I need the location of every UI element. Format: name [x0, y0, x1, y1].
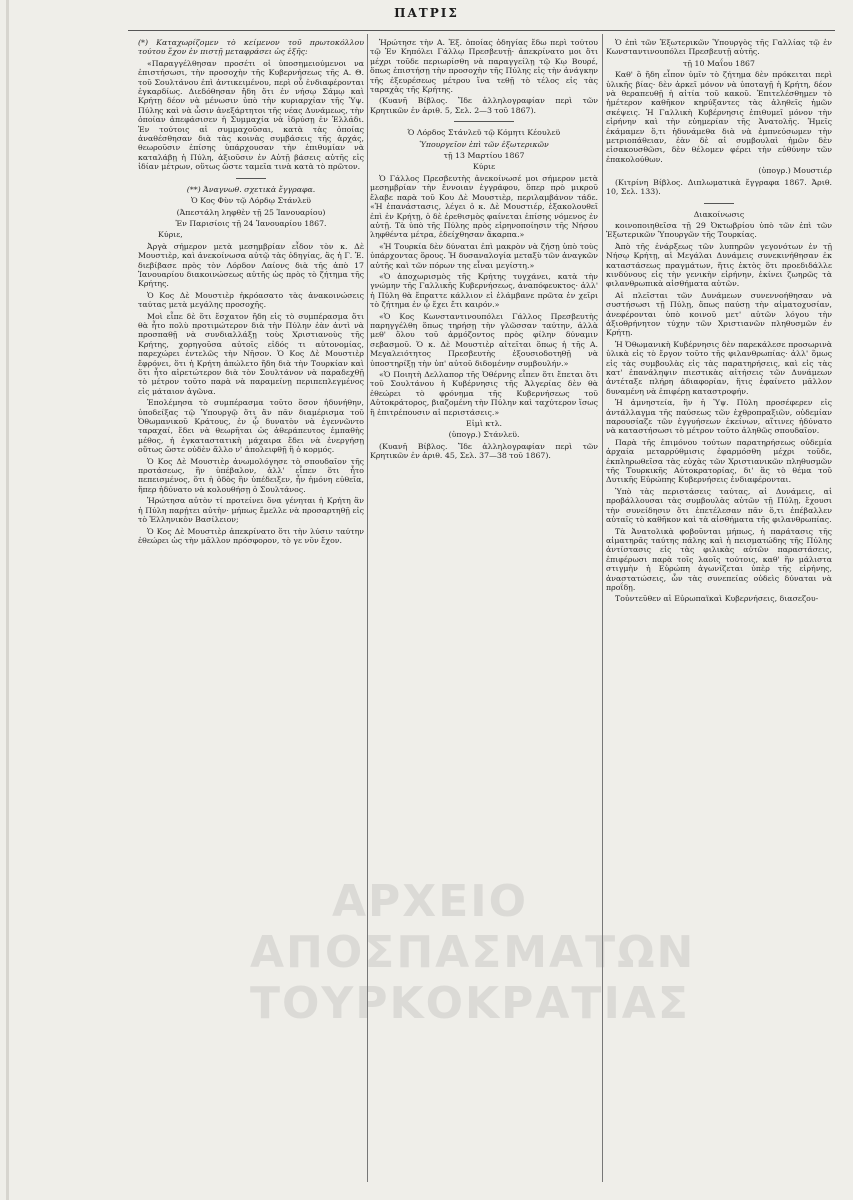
footnote-2-title: (**) Ἀναγνωθ. σχετικὰ ἔγγραφα. — [186, 184, 316, 194]
paragraph: Ἀπὸ τῆς ἐνάρξεως τῶν λυπηρῶν γεγονότων ἐν τῇ Νήσῳ Κρήτῃ, αἱ Μεγάλαι Δυνάμεις συνεκινήθησαν ἐκ καταστάσεως πραγμάτων, ἥτις ἐκτὸς ὅτι προεδιδάλλε κινδύνους εἰς τὴν γενικὴν εἰρήνην, ἐκίνει ζωηρῶς τὰ φιλανθρωπικὰ αἰσθήματα αὐτῶν. — [606, 241, 832, 289]
paragraph: Ὁ Κος Δὲ Μουστιὲρ ἀνωμολόγησε τὸ σπουδαῖον τῆς προτάσεως, ἣν ὑπέβαλον, ἀλλ' εἶπεν ὅτι ἦτο πεπεισμένος, ὅτι ἡ ὁδὸς ἣν ὑπέδειξεν, ἦν ἡμόνη εὐθεῖα, ἥπερ ἠδύνατο νὰ κολουθήσῃ ὁ Σουλτάνος. — [138, 456, 364, 494]
signature: (ὑπογρ.) Μουστιέρ — [758, 166, 832, 176]
paragraph: «Ὁ ἀποχωρισμὸς τῆς Κρήτης τυγχάνει, κατὰ τὴν γνώμην τῆς Γαλλικῆς Κυβερνήσεως, ἀναπόφευκτος· ἀλλ' ἡ Πύλη θὰ ἔπραττε κάλλιον εἰ ἐλάμβανε πρῶτα ἐν χεῖρι τὸ ζήτημα ἐν ᾧ ἔχει ἔτι καιρόν.» — [370, 271, 598, 310]
section-subheading: κοινοποιηθεῖσα τῇ 29 Ὀκτωβρίου ὑπὸ τῶν ἐπὶ τῶν Ἐξωτερικῶν Ὑπουργῶν τῆς Τουρκίας. — [606, 220, 832, 240]
reference: (Κυανῆ Βίβλος. Ἴδε ἀλληλογραφίαν περὶ τῶν Κρητικῶν ἐν ἀριθ. 45, Σελ. 37—38 τοῦ 1867). — [370, 441, 598, 461]
paragraph: Καθ' ὃ ἤδη εἶπον ὑμῖν τὸ ζήτημα δὲν πρόκειται περὶ ὑλικῆς βίας· δὲν ἀρκεῖ μόνον νὰ ὑποταγῇ ἡ Κρήτη, δέον νὰ θεραπευθῇ ἡ αἰτία τοῦ κακοῦ. Ἐπιτελέσθημεν τὸ ἡμέτερον καθῆκον κηρύξαντες τὰς ἀληθεῖς ἡμῶν σκέψεις. Ἡ Γαλλικὴ Κυβέρνησις ἐπιθυμεῖ μόνον τὴν εἰρήνην καὶ τὴν εὐημερίαν τῆς Ἀνατολῆς. Ἡμεῖς ἐκάμαμεν ὅ,τι ἠδυνάμεθα διὰ νὰ ἐμπνεύσωμεν τὴν μετριοπάθειαν, ἐὰν δὲ αἱ συμβουλαὶ ἡμῶν δὲν εἰσακουσθῶσι, δὲν θέλομεν φέρει τὴν εὐθύνην τῶν ἐπακολούθων. — [606, 70, 832, 164]
paragraph: Ὁ Κος Δὲ Μουστιὲρ ἠκρόασατο τὰς ἀνακοινώσεις ταύτας μετὰ μεγάλης προσοχῆς. — [138, 290, 364, 310]
paragraph: Ὑπὸ τὰς περιστάσεις ταύτας, αἱ Δυνάμεις, αἱ προβάλλουσαι τὰς συμβουλὰς αὐτῶν τῇ Πύλῃ, ἔχουσι τὴν συνείδησιν ὅτι ἐπετέλεσαν πᾶν ὅ,τι ἐπέβαλλεν αὐταῖς τὸ καθῆκον καὶ τὰ αἰσθήματα τῆς φιλανθρωπίας. — [606, 486, 832, 525]
paragraph: Ἡ Ὀθωμανικὴ Κυβέρνησις δὲν παρεκάλεσε προσωρινὰ ὑλικὰ εἰς τὸ ἔργον τοῦτο τῆς φιλανθρωπίας· ἀλλ' ὅμως εἰς τὰς συμβουλὰς εἰς τὰς παρατηρήσεις, καὶ εἰς τὰς κατ' ἐπανάληψιν πιεστικὰς αἰτήσεις τῶν Δυνάμεων ἀντέταξε πλήρη ἀδιαφορίαν, ἥτις ἐφαίνετο μᾶλλον δυναμένη νὰ ἐπιφέρῃ καταστροφήν. — [606, 339, 832, 396]
paragraph: Ἀργὰ σήμερον μετὰ μεσημβρίαν εἶδον τὸν κ. Δὲ Μουστιὲρ, καὶ ἀνεκοίνωσα αὐτῷ τὰς ὁδηγίας, ἃς ἡ Γ. Ἐ. διεβίβασε πρὸς τὸν Λόρδον Λαίονς διὰ τῆς ἀπὸ 17 Ἰανουαρίου διακοινώσεως αὐτῆς ὡς πρὸς τὸ ζήτημα τῆς Κρήτης. — [138, 241, 364, 289]
column-2 — [370, 38, 598, 1188]
salutation: Κύριε — [472, 162, 496, 172]
paragraph: Ὁ ἐπὶ τῶν Ἐξωτερικῶν Ὑπουργὸς τῆς Γαλλίας τῷ ἐν Κωνσταντινουπόλει Πρεσβευτῇ αὐτῆς. — [606, 38, 832, 57]
paragraph: Τὰ Ἀνατολικὰ φοβοῦνται μήπως, ἡ παράτασις τῆς αἱματηρᾶς ταύτης πάλης καὶ ἡ πεισματώδης τῆς Πύλης ἀντίστασις εἰς τὰς φιλικὰς αὐτῶν παραστάσεις, ἐπιφέρωσι παρὰ τοῖς λαοῖς τούτοις, καθ' ἣν μάλιστα στιγμὴν ἡ Εὐρώπη ἀγωνίζεται ὑπὲρ τῆς εἰρήνης, ἀναστατώσεις, ὧν τὰς συνεπείας οὐδεὶς δύναται νὰ προΐδῃ. — [606, 526, 832, 592]
paragraph: Ἡ ἀμνηστεία, ἣν ἡ Ὑψ. Πύλη προσέφερεν εἰς ἀντάλλαγμα τῆς παύσεως τῶν ἐχθροπραξιῶν, οὐδεμίαν παρουσίαζε τῶν ἐγγυήσεων ἐκείνων, αἵτινες ἠδύνατο νὰ καταστήσωσι τὸ μέτρον τοῦτο ἀληθῶς σπουδαῖον. — [606, 398, 832, 436]
header-rule — [128, 30, 835, 31]
paragraph: Ἠρώτησε τὴν Α. Ἐξ. ὁποίας ὁδηγίας ἔδω περὶ τούτου τῷ Ἐν Κηπόλει Γάλλῳ Πρεσβευτῇ· ἀπεκρίνατο μοι ὅτι μέχρι τοῦδε περιωρίσθη νὰ παραγγείλῃ τῷ Κῳ Βουρέ, ὅπως ἐπιστήσῃ τὴν προσοχὴν τῆς Πύλης εἰς τὴν ἀνάγκην τῆς ἐξευρέσεως μέτρου ἵνα τεθῇ τὸ τέλος εἰς τὰς ταραχὰς τῆς Κρήτης. — [370, 38, 598, 95]
watermark: ΑΡΧΕΙΟ ΑΠΟΣΠΑΣΜΑΤΩΝ ΤΟΥΡΚΟΚΡΑΤΙΑΣ — [250, 876, 696, 1029]
letter-from: Ὁ Λόρδος Στάνλεϋ τῷ Κόμητι Κέουλεϋ — [407, 128, 561, 138]
letter-from: Ὁ Κος Φὺν τῷ Λόρδῳ Στάνλεϋ — [190, 196, 312, 206]
reference: (Κυανῆ Βίβλος. Ἴδε ἀλληλογραφίαν περὶ τῶν Κρητικῶν ἐν ἀριθ. 5, Σελ. 2—3 τοῦ 1867). — [370, 96, 598, 115]
separator — [236, 178, 266, 179]
paragraph: Ὁ Γάλλος Πρεσβευτὴς ἀνεκοίνωσέ μοι σήμερον μετὰ μεσημβρίαν τὴν ἔννοιαν ἐγγράφου, ὅπερ πρὸ μικροῦ ἔλαβε παρὰ τοῦ Κου Δὲ Μουστιὲρ, περιλαμβάνον τάδε. «Ἡ ἐπανάστασις, λέγει ὁ κ. Δὲ Μουστιέρ, ἐξακολουθεῖ ἐπὶ ἐν Κρήτῃ, ὁ δὲ ἐρεθισμὸς φαίνεται ἐπίσης νόμενος ἐν αὐτῇ. Τὰ ὑπὸ τῆς Πύλης πρὸς εἰρηνοποίησιν τῆς Νήσου ληφθέντα μέτρα, ἐδείχθησαν ἄκαρπα.» — [370, 173, 598, 240]
letter-received: (Ἀπεστάλη ληφθὲν τῇ 25 Ἰανουαρίου) — [176, 207, 326, 217]
paragraph: Ἐπολέμησα τὸ συμπέρασμα τοῦτο ὅσον ἠδυνήθην, ὑποδείξας τῷ Ὑπουργῷ ὅτι ἂν πᾶν διαμέρισμα τοῦ Ὀθωμανικοῦ Κράτους, ἐν ᾧ δυνατὸν νὰ ἐγεννῶντο ταραχαί, ἔδει νὰ θεωρῆται ὡς ἀθεράπευτος ἐμπαθὴς μέθος, ἡ ἐγκαταστατικὴ μάχαιρα ἔδει νὰ ἐνεργήσῃ οὕτως ὥστε οὐδὲν ἄλλο ν' ἀπολειφθῇ ἢ ὁ κορμός. — [138, 398, 364, 455]
separator — [454, 121, 514, 122]
newspaper-title: ΠΑΤΡΙΣ — [394, 6, 459, 20]
paragraph: «Ἡ Τουρκία δὲν δύναται ἐπὶ μακρὸν νὰ ζήσῃ ὑπὸ τοὺς ὑπάρχοντας ὅρους. Ἡ δυσαναλογία μεταξὺ τῶν ἀναγκῶν αὐτῆς καὶ τῶν πόρων της εἶναι μεγίστη.» — [370, 241, 598, 270]
letter-date: τῇ 10 Μαΐου 1867 — [683, 58, 755, 68]
closing: Εἰμὶ κτλ. — [466, 419, 502, 429]
letter-date: τῇ 13 Μαρτίου 1867 — [443, 151, 525, 161]
reference: (Κιτρίνη Βίβλος. Διπλωματικὰ ἔγγραφα 1867. Ἀριθ. 10, Σελ. 133). — [606, 177, 832, 197]
separator — [704, 203, 734, 204]
paragraph: Ὁ Κος Δὲ Μουστιὲρ ἀπεκρίνατο ὅτι τὴν λύσιν ταύτην ἐθεώρει ὡς τὴν μᾶλλον πρόσφορον, τὸ γε νῦν ἔχον. — [138, 526, 364, 545]
page-edge — [6, 0, 9, 1200]
paragraph: «Ὁ Κος Κωνσταντινουπόλει Γάλλος Πρεσβευτὴς παρηγγέλθη ὅπως τηρήσῃ τὴν γλῶσσαν ταύτην, ἀλλὰ μεθ' ὅλου τοῦ ἁρμόζοντος πρὸς φίλην δύναμιν σεβασμοῦ. Ὁ κ. Δὲ Μουστιὲρ αἰτεῖται ὅπως ἡ τῆς Α. Μεγαλειότητος Πρεσβευτὴς ἐξουσιοδοτηθῇ νὰ ὑποστηρίξῃ τὴν ὑπ' αὐτοῦ διδομένην συμβουλήν.» — [370, 311, 598, 368]
salutation: Κύριε, — [158, 230, 183, 240]
letter-office: Ὑπουργεῖον ἐπὶ τῶν ἐξωτερικῶν — [419, 139, 549, 149]
letter-date: Ἐν Παρισίοις τῇ 24 Ἰανουαρίου 1867. — [175, 218, 327, 228]
paragraph: Ἠρώτησα αὐτὸν τί προτείνει ὅνα γένηται ἡ Κρήτη ἂν ἡ Πύλη παρῄτει αὐτὴν· μήπως ἔμελλε νὰ προσαρτηθῇ εἰς τὸ Ἑλληνικὸν Βασίλειον; — [138, 496, 364, 525]
column-divider-2 — [602, 34, 603, 1182]
signature: (ὑπογρ.) Στάνλεϋ. — [448, 430, 520, 440]
paragraph: «Ὁ Ποιητὴ Δελλαπορ τῆς Ὀθέρνης εἶπεν ὅτι ἔπεται ὅτι τοῦ Σουλτάνου ἡ Κυβέρνησις τῆς Ἀλγερίας δὲν θὰ ἐθεώρει τὸ φρόνημα τῆς Κυβερνήσεως τοῦ Αὐτοκράτορος, βιαζομένη τὴν Πύλην καὶ ταχύτερον ἴσως ἢ ἐπιτρέπουσιν αἱ περιστάσεις.» — [370, 370, 598, 417]
footnote-1-body: «Παραγγέλθησαν προσέτι οἱ ὑποσημειούμενοι να ἐπιστήσωσι, τὴν προσοχὴν τῆς Κυβερνήσεως τῆς Α. Θ. τοῦ Σουλτάνου ἐπὶ ἀντικειμένου, περὶ οὗ ἐνδιαφέρονται ἐγκαρδίως. Διεδόθησαν ἤδη ὅτι ἐν νήσῳ Σάμῳ καὶ Κρήτῃ δέον νὰ μένωσιν ὑπὸ τὴν κυριαρχίαν τῆς Ὑψ. Πύλης καὶ νὰ ὦσιν ἀνεξάρτητοι τῆς νέας Δυνάμεως, τὴν ὁποίαν ἀπεφάσισεν ἡ Συμμαχία νὰ ἱδρύσῃ ἐν Ἑλλάδι. Ἐν τούτοις αἱ συμμαχοῦσαι, κατὰ τὰς ὁποίας ἀναθέσθησαν διὰ τὰς κοινὰς συμβάσεις τῆς ἀρχάς, θεωροῦσιν ἐπίσης ὑπάρχουσαν τὴν ἐπιθυμίαν νὰ καταλάβῃ ἡ Πύλη, ἀξιοῦσιν ἐν Αὐτῇ βάσεις αὐτῆς εἰς ἰδίαν μέτρων, οὕτως ὥστε ταμεῖα τινὰ κατὰ τὸ πρῶτον. — [138, 58, 364, 172]
footnote-1-title: (*) Καταχωρίζομεν τὸ κείμενον τοῦ πρωτοκόλλου τούτου ἔχον ἐν πιστῇ μεταφράσει ὡς ἑξῆς: — [138, 38, 364, 57]
paragraph: Τοὐντεῦθεν αἱ Εὐρωπαϊκαὶ Κυβερνήσεις, διασεζου- — [615, 594, 819, 604]
paragraph: Αἱ πλεῖσται τῶν Δυνάμεων συνεννοήθησαν νὰ συστήσωσι τῇ Πύλῃ, ὅπως παύσῃ τὴν αἱματοχυσίαν, ἀνεφέρονται ὑπὸ κοινοῦ μετ' αὐτῶν λόγου τὴν ἀξιοθρήνητον τύχην τῶν Χριστιανῶν πληθυσμῶν ἐν Κρήτῃ. — [606, 290, 832, 338]
column-divider-1 — [367, 34, 368, 1182]
column-1 — [138, 38, 364, 1188]
column-3 — [606, 38, 832, 1188]
paragraph: Μοὶ εἶπε δὲ ὅτι ἔσχατον ἤδη εἰς τὸ συμπέρασμα ὅτι θὰ ἦτο πολὺ προτιμώτερον διὰ τὴν Πύλην ἐὰν ἀντὶ νὰ προσπαθῇ νὰ συνδιαλλάξῃ τοὺς Χριστιανοὺς τῆς Κρήτης, χορηγοῦσα αὐτοῖς εἰδός τι αὐτονομίας, παρεχώρει ἐντελῶς τὴν Νῆσον. Ὁ Κος Δὲ Μουστιὲρ ἔφρόνει, ὅτι ἡ Κρήτη ἀπώλετο ἤδη διὰ τὴν Τουρκίαν καὶ ὅτι ἦτο αἱρετώτερον διὰ τὸν Σουλτάνον νὰ παραδεχθῇ τὸ μέτρον τοῦτο παρὰ νὰ παραμείνῃ περιπεπλεγμένος εἰς μάταιον ἀγῶνα. — [138, 311, 364, 396]
section-heading: Διακοίνωσις — [693, 209, 745, 219]
paragraph: Παρὰ τῆς ἐπιμόνου τούτων παρατηρήσεως οὐδεμία ἀρχαία μεταρρύθμισις ἐφαρμόσθη μέχρι τοῦδε, ἐκπληρωθεῖσα τὰς εὐχὰς τῶν Χριστιανικῶν πληθυσμῶν τῆς Τουρκικῆς Αὐτοκρατορίας, δι' ἃς τὸ θέμα τοῦ Δυτικῆς Εὐρώπης Κυβερνήσεις ἐνδιαφέρονται. — [606, 437, 832, 485]
